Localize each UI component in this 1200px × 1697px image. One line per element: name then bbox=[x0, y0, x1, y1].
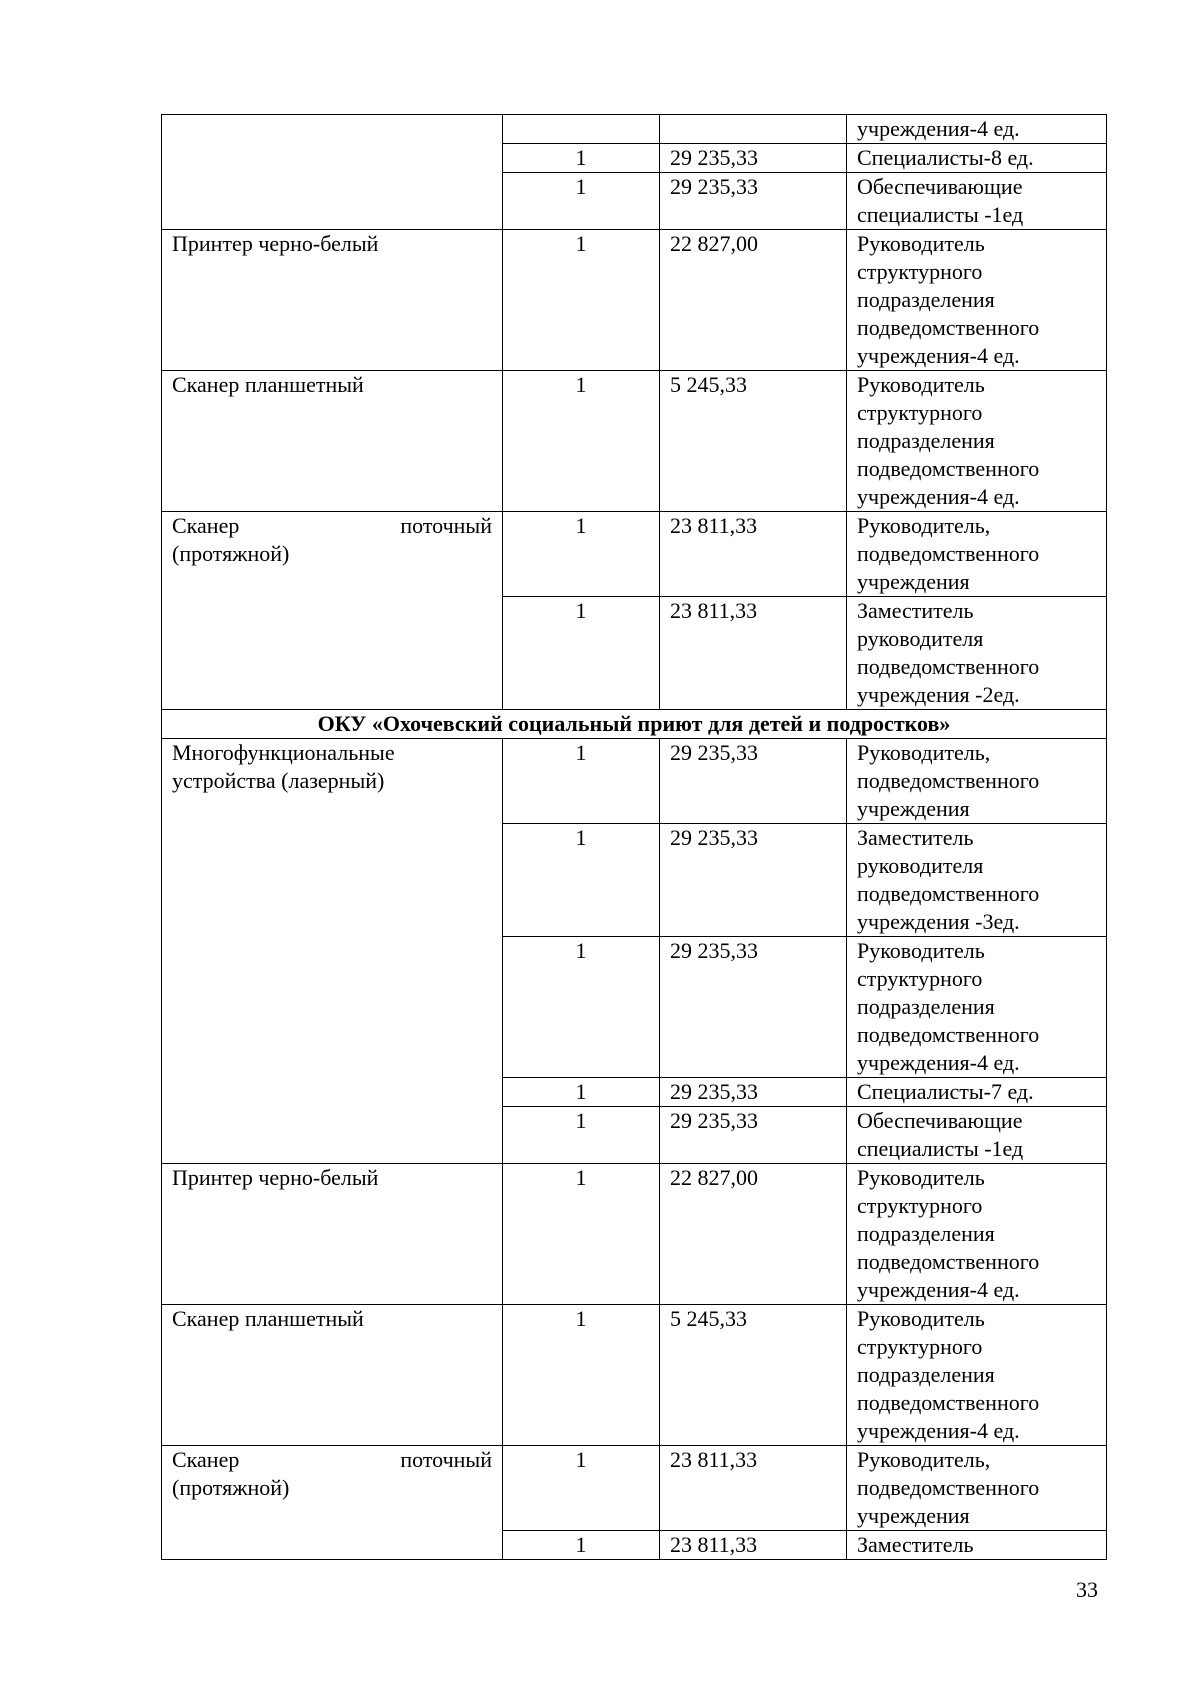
table-row bbox=[162, 1305, 1107, 1446]
position-cell: Руководитель структурного подразделения подведомственного учреждения-4 ед. bbox=[847, 371, 1107, 512]
price-cell: 29 235,33 bbox=[660, 173, 847, 230]
item-text: (протяжной) bbox=[172, 1475, 290, 1500]
section-row bbox=[162, 710, 1107, 739]
price-cell: 22 827,00 bbox=[660, 230, 847, 371]
position-cell: Специалисты-7 ед. bbox=[847, 1078, 1107, 1107]
section-title: ОКУ «Охочевский социальный приют для детей и подростков» bbox=[162, 710, 1107, 739]
table-row bbox=[162, 1446, 1107, 1531]
item-text: поточный bbox=[400, 513, 492, 538]
table-row bbox=[162, 371, 1107, 512]
price-cell: 29 235,33 bbox=[660, 1107, 847, 1164]
qty-cell: 1 bbox=[503, 739, 660, 824]
position-cell: Руководитель, подведомственного учреждения bbox=[847, 1446, 1107, 1531]
table-row bbox=[162, 739, 1107, 824]
qty-cell: 1 bbox=[503, 512, 660, 597]
item-cell: Многофункциональные устройства (лазерный) bbox=[162, 739, 503, 1164]
item-text: Сканер bbox=[172, 513, 240, 538]
price-cell: 23 811,33 bbox=[660, 597, 847, 710]
item-text: Сканер bbox=[172, 1447, 240, 1472]
item-cell bbox=[162, 115, 503, 230]
price-cell: 23 811,33 bbox=[660, 1531, 847, 1560]
position-cell: Руководитель структурного подразделения подведомственного учреждения-4 ед. bbox=[847, 937, 1107, 1078]
qty-cell: 1 bbox=[503, 173, 660, 230]
qty-cell: 1 bbox=[503, 1531, 660, 1560]
position-cell: Руководитель структурного подразделения подведомственного учреждения-4 ед. bbox=[847, 1305, 1107, 1446]
qty-cell: 1 bbox=[503, 597, 660, 710]
price-cell: 29 235,33 bbox=[660, 824, 847, 937]
price-cell: 29 235,33 bbox=[660, 739, 847, 824]
equipment-table bbox=[161, 114, 1107, 1560]
price-cell: 23 811,33 bbox=[660, 1446, 847, 1531]
qty-cell: 1 bbox=[503, 1164, 660, 1305]
price-cell: 29 235,33 bbox=[660, 1078, 847, 1107]
position-cell: Специалисты-8 ед. bbox=[847, 144, 1107, 173]
position-cell: Руководитель структурного подразделения подведомственного учреждения-4 ед. bbox=[847, 1164, 1107, 1305]
qty-cell: 1 bbox=[503, 1078, 660, 1107]
qty-cell: 1 bbox=[503, 144, 660, 173]
price-cell: 5 245,33 bbox=[660, 371, 847, 512]
position-cell: Заместитель bbox=[847, 1531, 1107, 1560]
price-cell: 22 827,00 bbox=[660, 1164, 847, 1305]
item-text: (протяжной) bbox=[172, 541, 290, 566]
qty-cell: 1 bbox=[503, 230, 660, 371]
qty-cell: 1 bbox=[503, 371, 660, 512]
position-cell: учреждения-4 ед. bbox=[847, 115, 1107, 144]
qty-cell bbox=[503, 115, 660, 144]
position-cell: Руководитель структурного подразделения подведомственного учреждения-4 ед. bbox=[847, 230, 1107, 371]
qty-cell: 1 bbox=[503, 937, 660, 1078]
position-cell: Заместитель руководителя подведомственного учреждения -3ед. bbox=[847, 824, 1107, 937]
table-row bbox=[162, 512, 1107, 597]
position-cell: Руководитель, подведомственного учреждения bbox=[847, 512, 1107, 597]
item-cell bbox=[162, 1446, 503, 1560]
price-cell: 29 235,33 bbox=[660, 144, 847, 173]
table-row bbox=[162, 1164, 1107, 1305]
qty-cell: 1 bbox=[503, 824, 660, 937]
qty-cell: 1 bbox=[503, 1107, 660, 1164]
table-row bbox=[162, 115, 1107, 144]
item-text: поточный bbox=[400, 1447, 492, 1472]
table-row bbox=[162, 230, 1107, 371]
price-cell: 5 245,33 bbox=[660, 1305, 847, 1446]
qty-cell: 1 bbox=[503, 1446, 660, 1531]
item-cell: Принтер черно-белый bbox=[162, 1164, 503, 1305]
item-cell: Сканер планшетный bbox=[162, 371, 503, 512]
position-cell: Обеспечивающие специалисты -1ед bbox=[847, 173, 1107, 230]
qty-cell: 1 bbox=[503, 1305, 660, 1446]
position-cell: Руководитель, подведомственного учреждения bbox=[847, 739, 1107, 824]
price-cell: 29 235,33 bbox=[660, 937, 847, 1078]
price-cell bbox=[660, 115, 847, 144]
item-cell: Принтер черно-белый bbox=[162, 230, 503, 371]
item-cell bbox=[162, 512, 503, 710]
price-cell: 23 811,33 bbox=[660, 512, 847, 597]
item-cell: Сканер планшетный bbox=[162, 1305, 503, 1446]
position-cell: Заместитель руководителя подведомственного учреждения -2ед. bbox=[847, 597, 1107, 710]
page-number: 33 bbox=[1076, 1577, 1098, 1602]
position-cell: Обеспечивающие специалисты -1ед bbox=[847, 1107, 1107, 1164]
